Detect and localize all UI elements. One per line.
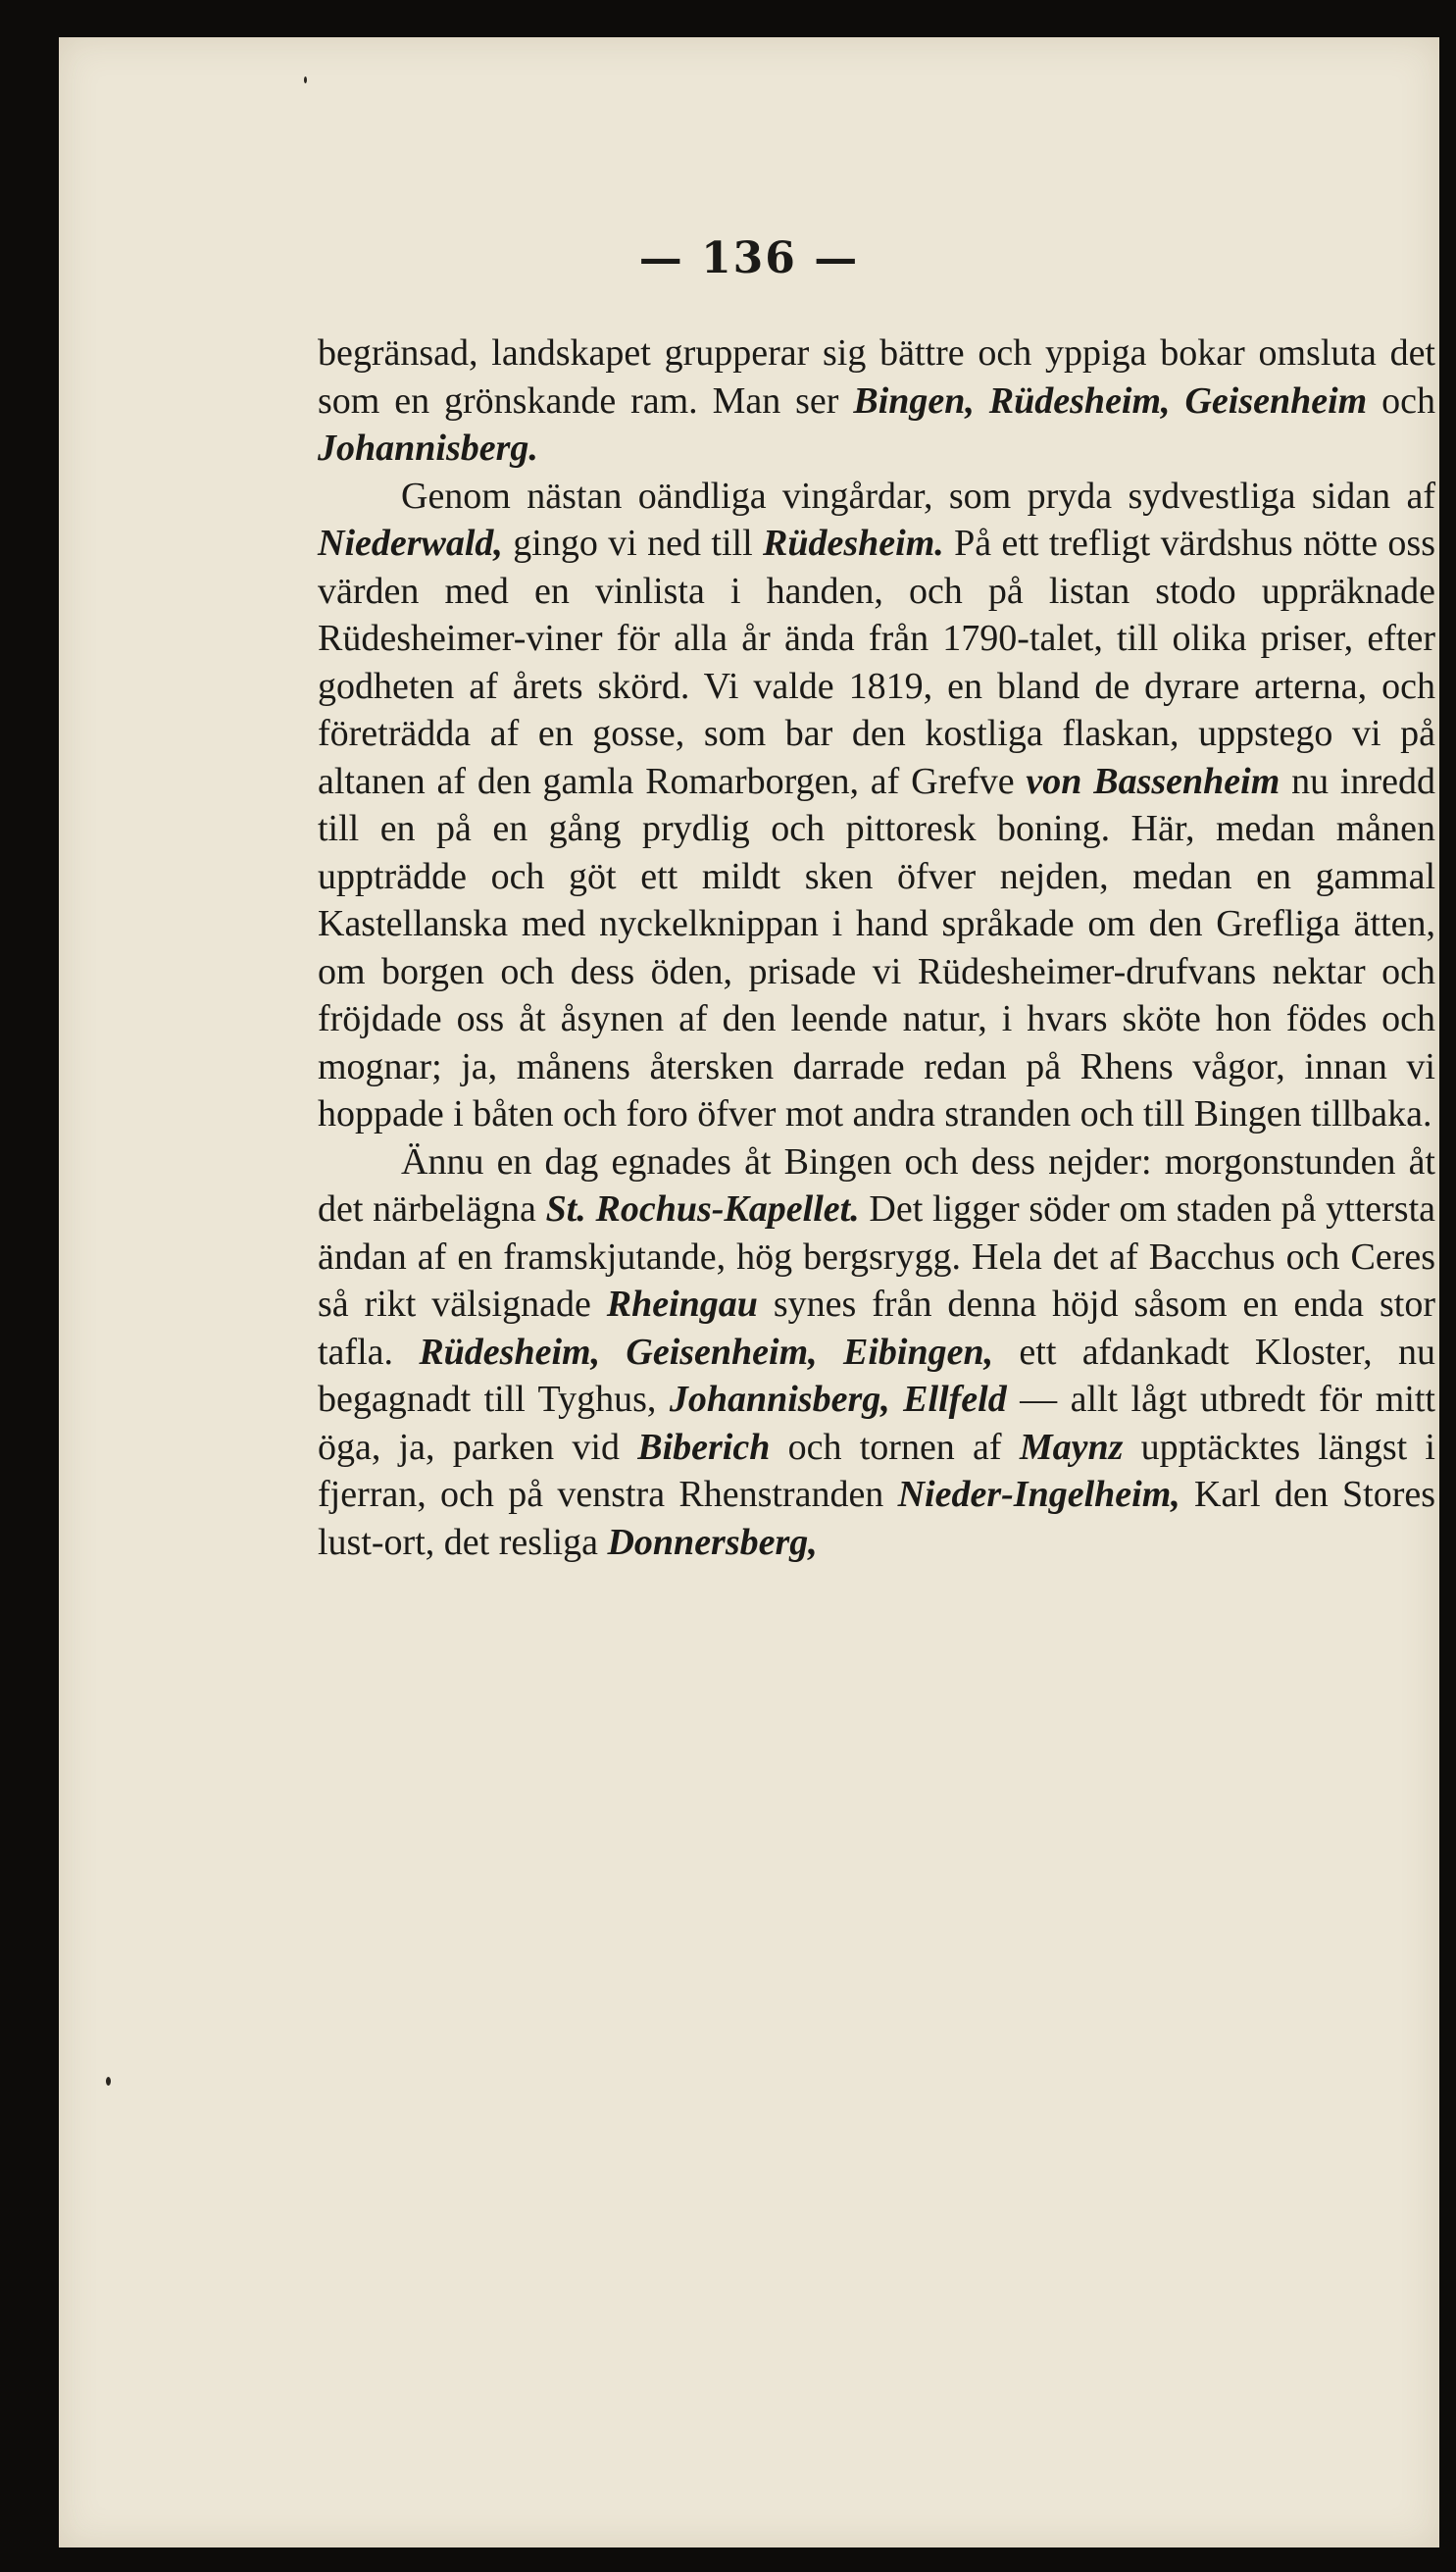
italic-name: Rheingau: [606, 1284, 758, 1325]
text-run: synes från denna höjd såsom en enda stor tafla.: [318, 1284, 1435, 1373]
italic-name: Nieder-Ingelheim,: [897, 1474, 1180, 1515]
italic-name: Rüdesheim, Geisenheim, Eibingen,: [419, 1331, 994, 1373]
text-run: nu inredd till en på en gång prydlig och pittoresk boning. Här, medan månen uppträdde och göt ett mildt sken öfver nejden, medan en gammal Kastellanska med nyckelknippan i hand språkade om den Grefliga ätten, om borgen och dess öden, prisade vi Rüdesheimer-drufvans nektar och fröjdade oss åt åsynen af den leende natur, i hvars sköte hon födes och mognar; ja, månens återsken darrade redan på Rhens vågor, innan vi hoppade i båten och foro öfver mot andra stranden och till Bingen tillbaka.: [318, 760, 1435, 1135]
body-text: [318, 329, 1435, 1566]
italic-name: Johannisberg, Ellfeld: [669, 1379, 1007, 1420]
italic-name: Donnersberg,: [607, 1521, 818, 1563]
italic-name: St. Rochus-Kapellet.: [545, 1188, 860, 1230]
text-run: och tornen af: [770, 1426, 1020, 1468]
text-run: Genom nästan oändliga vingårdar, som pryda sydvestliga sidan af: [401, 475, 1435, 517]
text-run: gingo vi ned till: [502, 523, 763, 564]
italic-name: Rüdesheim.: [763, 523, 944, 564]
text-run: — allt lågt utbredt för mitt öga, ja, parken vid: [318, 1379, 1435, 1468]
text-run: Karl den Stores lust-ort, det resliga: [318, 1474, 1435, 1563]
paper-speck: [304, 76, 307, 83]
text-run: Det ligger söder om staden på yttersta ändan af en framskjutande, hög bergsrygg. Hela det af Bacchus och Ceres så rikt välsignade: [318, 1188, 1435, 1325]
italic-name: Biberich: [637, 1426, 771, 1468]
paragraph: [318, 1138, 1435, 1567]
text-run: och: [1367, 379, 1436, 422]
text-run: ett afdankadt Kloster, nu begagnadt till Tyghus,: [318, 1331, 1435, 1420]
book-page: [59, 37, 1439, 2547]
italic-name: von Bassenheim: [1026, 760, 1280, 802]
paragraph: [318, 329, 1435, 473]
text-run: begränsad, landskapet grupperar sig bättre och yppiga bokar omsluta det som en grönskande ram. Man ser: [318, 332, 1435, 422]
page-number: — 136 —: [638, 233, 860, 283]
paper-speck: [106, 2077, 111, 2086]
italic-name: Bingen, Rüdesheim, Geisenheim: [853, 379, 1368, 422]
text-run: Ännu en dag egnades åt Bingen och dess nejder: morgonstunden åt det närbelägna: [318, 1140, 1435, 1230]
italic-name: Maynz: [1019, 1426, 1124, 1468]
italic-name: Johannisberg.: [318, 428, 538, 469]
text-run: upptäcktes längst i fjerran, och på venstra Rhenstranden: [318, 1426, 1435, 1515]
text-run: På ett trefligt värdshus nötte oss värden med en vinlista i handen, och på listan stodo uppräknade Rüdesheimer-viner för alla år ända från 1790-talet, till olika priser, efter godheten af årets skörd. Vi valde 1819, en bland de dyrare arterna, och företrädda af en gosse, som bar den kostliga flaskan, uppstego vi på altanen af den gamla Romarborgen, af Grefve: [318, 523, 1435, 802]
paragraph: [318, 473, 1435, 1138]
italic-name: Niederwald,: [318, 523, 503, 564]
